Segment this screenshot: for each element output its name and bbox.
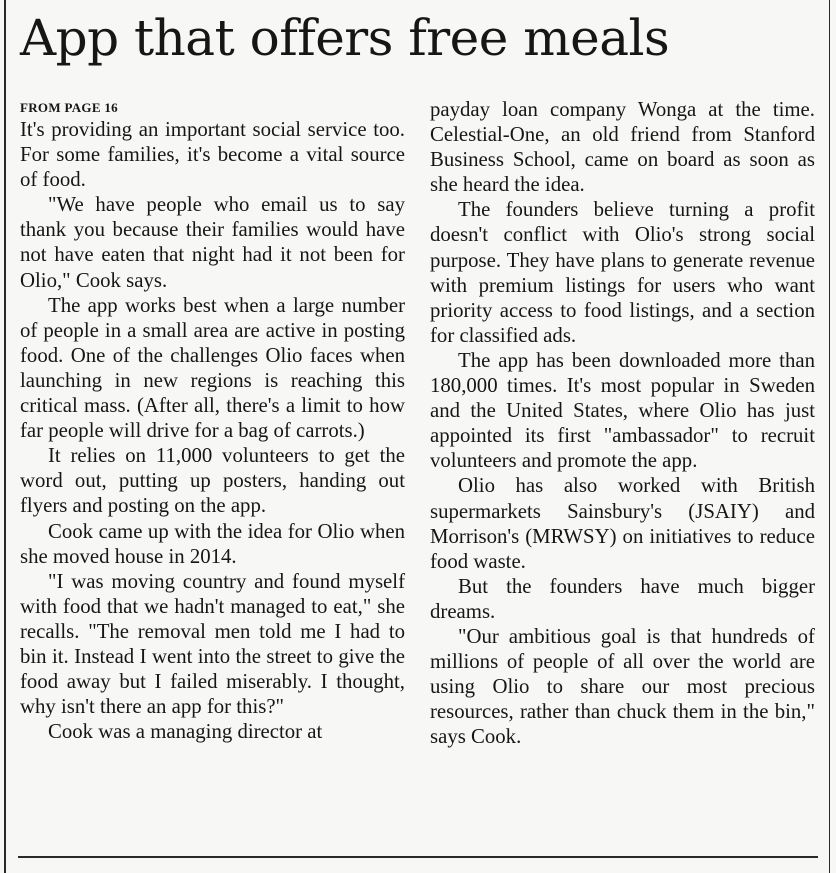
- paragraph: It relies on 11,000 volunteers to get the word out, putting up posters, handing out flyers and posting on the app.: [20, 444, 405, 518]
- right-column: [430, 97, 815, 749]
- left-column: [20, 97, 405, 744]
- continued-from-label: FROM PAGE 16: [20, 100, 118, 115]
- paragraph: The app has been downloaded more than 180,000 times. It's most popular in Sweden and the United States, where Olio has just appointed its first "ambassador" to recruit volunteers and promote the app.: [430, 348, 815, 473]
- headline: App that offers free meals: [20, 9, 670, 67]
- paragraph: payday loan company Wonga at the time. Celestial-One, an old friend from Stanford Business School, came on board as soon as she heard the idea.: [430, 98, 815, 197]
- paragraph: It's providing an important social service too. For some families, it's become a vital source of food.: [20, 118, 405, 192]
- paragraph: "I was moving country and found myself with food that we hadn't managed to eat," she recalls. "The removal men told me I had to bin it. Instead I went into the street to give the food away but I failed miserably. I thought, why isn't there an app for this?": [20, 569, 405, 719]
- paragraph: "We have people who email us to say thank you because their families would have not have eaten that night had it not been for Olio," Cook says.: [20, 193, 405, 292]
- paragraph: The founders believe turning a profit doesn't conflict with Olio's strong social purpose. They have plans to generate revenue with premium listings for users who want priority access to food listings, and a section for classified ads.: [430, 198, 815, 347]
- paragraph: Cook was a managing director at: [48, 720, 323, 744]
- paragraph: "Our ambitious goal is that hundreds of millions of people of all over the world are using Olio to share our most precious resources, rather than chuck them in the bin," says Cook.: [430, 624, 815, 749]
- paragraph: Cook came up with the idea for Olio when she moved house in 2014.: [20, 519, 405, 568]
- paragraph: Olio has also worked with British supermarkets Sainsbury's (JSAIY) and Morrison's (MRWSY) on initiatives to reduce food waste.: [430, 474, 815, 573]
- paragraph: The app works best when a large number of people in a small area are active in posting food. One of the challenges Olio faces when launching in new regions is reaching this critical mass. (After all, there's a limit to how far people will drive for a bag of carrots.): [20, 293, 405, 443]
- bottom-rule: [18, 856, 818, 858]
- paragraph: But the founders have much bigger dreams.: [430, 574, 815, 623]
